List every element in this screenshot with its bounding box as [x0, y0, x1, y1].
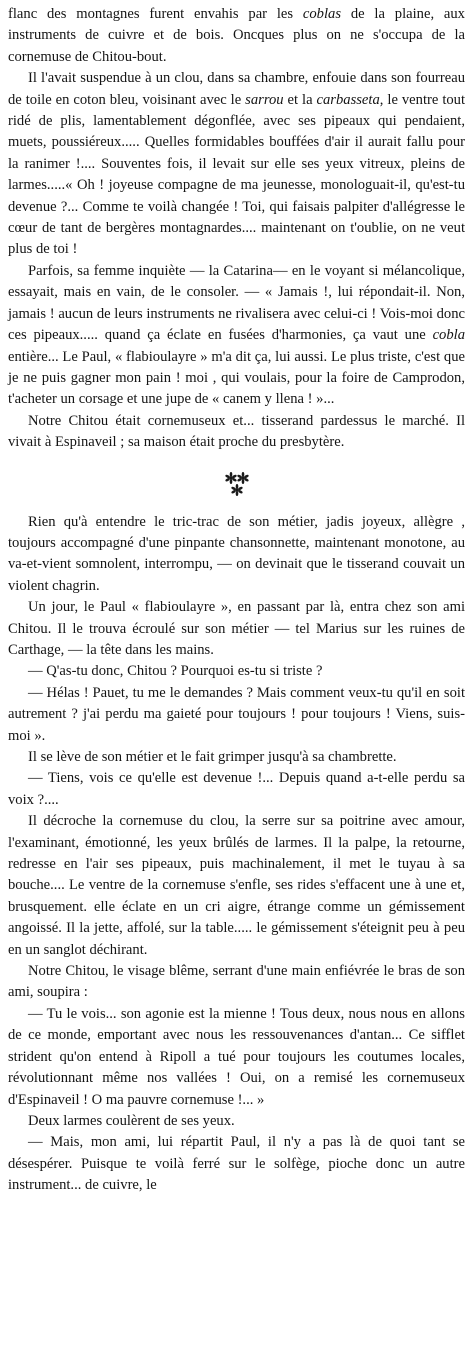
text-run: Un jour, le Paul « flabioulayre », en passant par là, entra chez son ami Chitou. Il le trouva écroulé sur son métier — tel Marius sur les ruines de Carthage, — la tête dans les mains. [8, 599, 465, 658]
text-run: Notre Chitou, le visage blême, serrant d'une main enfiévrée le bras de son ami, soupira : [8, 963, 465, 1001]
text-run: — Tu le vois... son agonie est la mienne ! Tous deux, nous nous en allons de ce monde, emportant avec nous les ressouvenances d'antan... Ce sifflet strident qu'on entend à Ripoll a tué pour toujours les coutumes locales, révolutionnant même nos vallées ! Oui, on a remisé les cornemuseux d'Espinaveil ! O ma pauvre cornemuse !... » [8, 1005, 465, 1108]
italic-term: carbasseta [316, 91, 380, 108]
section-ornament [8, 464, 465, 506]
text-run: — Q'as-tu donc, Chitou ? Pourquoi es-tu si triste ? [28, 663, 323, 680]
paragraph [8, 661, 465, 682]
italic-term: cobla [432, 327, 465, 344]
text-block-top [8, 4, 465, 454]
paragraph [8, 961, 465, 1004]
asterism-ornament-icon [222, 470, 252, 500]
text-run: de la plaine, aux instruments de cuivre et de bois. Oncques plus on ne s'occupa de la cornemuse de Chitou-bout. [8, 6, 465, 65]
text-run: Il se lève de son métier et le fait grimper jusqu'à sa chambrette. [28, 749, 397, 765]
paragraph [8, 811, 465, 961]
text-run: — Hélas ! Pauet, tu me le demandes ? Mais comment veux-tu qu'il en soit autrement ? j'ai perdu ma gaieté pour toujours ! pour toujours ! Viens, suis-moi ». [8, 684, 465, 744]
paragraph [8, 1004, 465, 1111]
text-run: — Tiens, vois ce qu'elle est devenue !... Depuis quand a-t-elle perdu sa voix ?.... [8, 770, 465, 808]
text-run: et la [283, 91, 317, 108]
text-run: Notre Chitou était cornemuseux et... tisserand pardessus le marché. Il vivait à Espinaveil ; sa maison était proche du presbytère. [8, 412, 465, 451]
text-run: Il décroche la cornemuse du clou, la serre sur sa poitrine avec amour, l'examinant, émotionné, les yeux brûlés de larmes. Il la palpe, la retourne, redresse en l'air ses pipeaux, puis machinalement, il met le tuyau à sa bouche.... Le ventre de la cornemuse s'enfle, ses rides s'effacent une à une et, brusquement. elle éclate en un cri aigre, étrange comme un gémissement angoissé. Il la jette, affolé, sur la table..... le gémissement s'éteignit peu à peu en un sanglot déchirant. [8, 813, 465, 958]
paragraph [8, 4, 465, 68]
italic-term: coblas [302, 6, 341, 22]
paragraph [8, 261, 465, 411]
text-run: Parfois, sa femme inquiète — la Catarina— en le voyant si mélancolique, essayait, mais en vain, de le consoler. — « Jamais !, lui répondait-il. Non, jamais ! aucun de leurs instruments ne rivalisera avec celui-ci ! Vois-moi donc ces pipeaux..... quand ça éclate en fusées d'harmonies, ça vaut une [8, 262, 465, 344]
text-run: Rien qu'à entendre le tric-trac de son métier, jadis joyeux, allègre , toujours accompagné d'une pinpante chansonnette, maintenant monotone, au va-et-vient somnolent, interrompu, — on devinait que le tisserand couvait un violent chagrin. [8, 513, 465, 594]
paragraph [8, 512, 465, 598]
text-run: entière... Le Paul, « flabioulayre » m'a dit ça, lui aussi. Le plus triste, c'est que je ne puis gagner mon pain ! moi , qui voulais, pour la foire de Camprodon, t'acheter un corsage et une jupe de « canem y llena ! »... [8, 348, 465, 408]
text-run: Il l'avait suspendue à un clou, dans sa chambre, enfouie dans son fourreau de toile en coton bleu, voisinant avec le [8, 70, 465, 108]
text-block-bottom [8, 512, 465, 1197]
paragraph [8, 683, 465, 747]
paragraph [8, 1111, 465, 1132]
paragraph [8, 747, 465, 768]
text-run: — Mais, mon ami, lui répartit Paul, il n'y a pas là de quoi tant se désespérer. Puisque te voilà ferré sur le solfège, pioche donc un autre instrument... de cuivre, le [8, 1134, 465, 1194]
paragraph [8, 68, 465, 261]
italic-term: sarrou [245, 91, 284, 108]
paragraph [8, 1132, 465, 1196]
text-run: Deux larmes coulèrent de ses yeux. [28, 1112, 235, 1129]
text-run: , le ventre tout ridé de plis, lamentablement dégonflée, avec ses pipeaux qui pendaient, muets, poussiéreux..... Quelles formidables bouffées d'air il aurait fallu pour la ranimer !.... Souventes fois, il levait sur elle ses yeux vitreux, pleins de larmes.....« Oh ! joyeuse compagne de ma jeunesse, monologuait-il, qu'est-tu devenue ?... Comme te voilà changée ! Toi, qui faisais palpiter d'allégresse le cœur de tant de bergères montagnardes.... maintenant on t'oublie, on ne veut plus de toi ! [8, 91, 466, 258]
paragraph [8, 411, 465, 454]
paragraph [8, 597, 465, 661]
paragraph [8, 768, 465, 811]
text-run: flanc des montagnes furent envahis par les [8, 6, 303, 22]
